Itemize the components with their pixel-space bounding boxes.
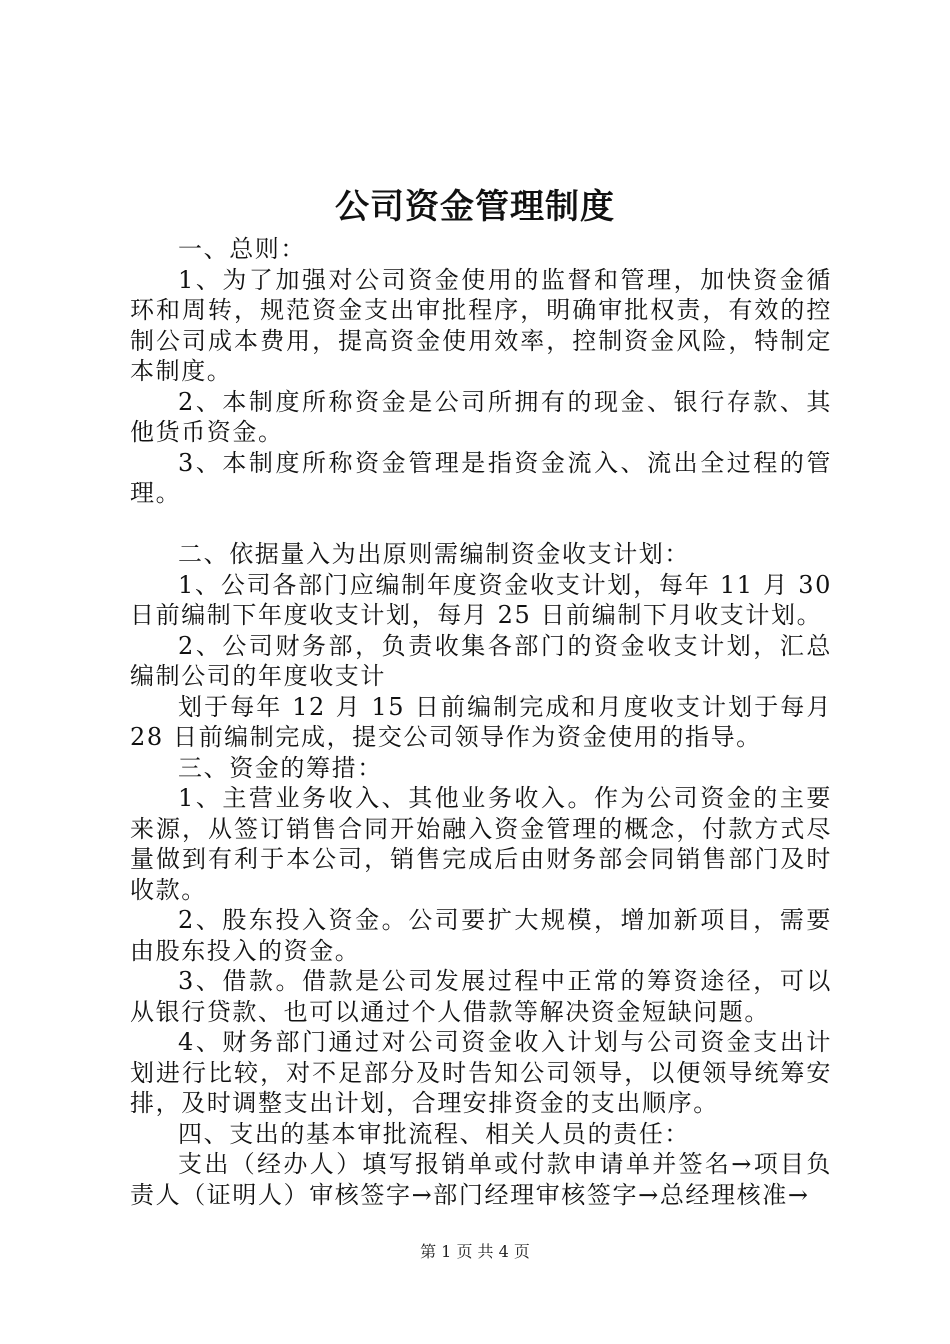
paragraph: 划于每年 12 月 15 日前编制完成和月度收支计划于每月 28 日前编制完成，提交公司领导作为资金使用的指导。: [130, 692, 832, 751]
section-heading-fund-raising: 三、资金的筹措：: [178, 753, 383, 782]
paragraph: 2、股东投入资金。公司要扩大规模，增加新项目，需要由股东投入的资金。: [130, 906, 832, 965]
paragraph: 2、本制度所称资金是公司所拥有的现金、银行存款、其他货币资金。: [130, 387, 832, 446]
paragraph: 3、本制度所称资金管理是指资金流入、流出全过程的管理。: [130, 448, 832, 507]
paragraph: 支出（经办人）填写报销单或付款申请单并签名→项目负责人（证明人）审核签字→部门经理审核签字→总经理核准→: [130, 1150, 832, 1209]
blank-line: [130, 509, 832, 540]
paragraph: 2、公司财务部，负责收集各部门的资金收支计划，汇总编制公司的年度收支计: [130, 631, 832, 690]
paragraph: 1、公司各部门应编制年度资金收支计划，每年 11 月 30 日前编制下年度收支计划，每月 25 日前编制下月收支计划。: [130, 570, 832, 629]
page-number-footer: 第 1 页 共 4 页: [420, 1242, 530, 1261]
paragraph: 3、借款。借款是公司发展过程中正常的筹资途径，可以从银行贷款、也可以通过个人借款等解决资金短缺问题。: [130, 967, 832, 1026]
paragraph: 4、财务部门通过对公司资金收入计划与公司资金支出计划进行比较，对不足部分及时告知公司领导，以便领导统筹安排，及时调整支出计划，合理安排资金的支出顺序。: [130, 1028, 832, 1117]
section-heading-budget-plan: 二、依据量入为出原则需编制资金收支计划：: [178, 540, 690, 568]
document-body: [130, 234, 832, 1210]
section-heading-general: 一、总则：: [178, 235, 306, 263]
paragraph: 1、主营业务收入、其他业务收入。作为公司资金的主要来源，从签订销售合同开始融入资金管理的概念，付款方式尽量做到有利于本公司，销售完成后由财务部会同销售部门及时收款。: [130, 784, 832, 904]
paragraph: 1、为了加强对公司资金使用的监督和管理，加快资金循环和周转，规范资金支出审批程序，明确审批权责，有效的控制公司成本费用，提高资金使用效率，控制资金风险，特制定本制度。: [130, 265, 832, 385]
section-heading-approval-flow: 四、支出的基本审批流程、相关人员的责任：: [178, 1119, 690, 1148]
document-title: 公司资金管理制度: [335, 187, 615, 227]
